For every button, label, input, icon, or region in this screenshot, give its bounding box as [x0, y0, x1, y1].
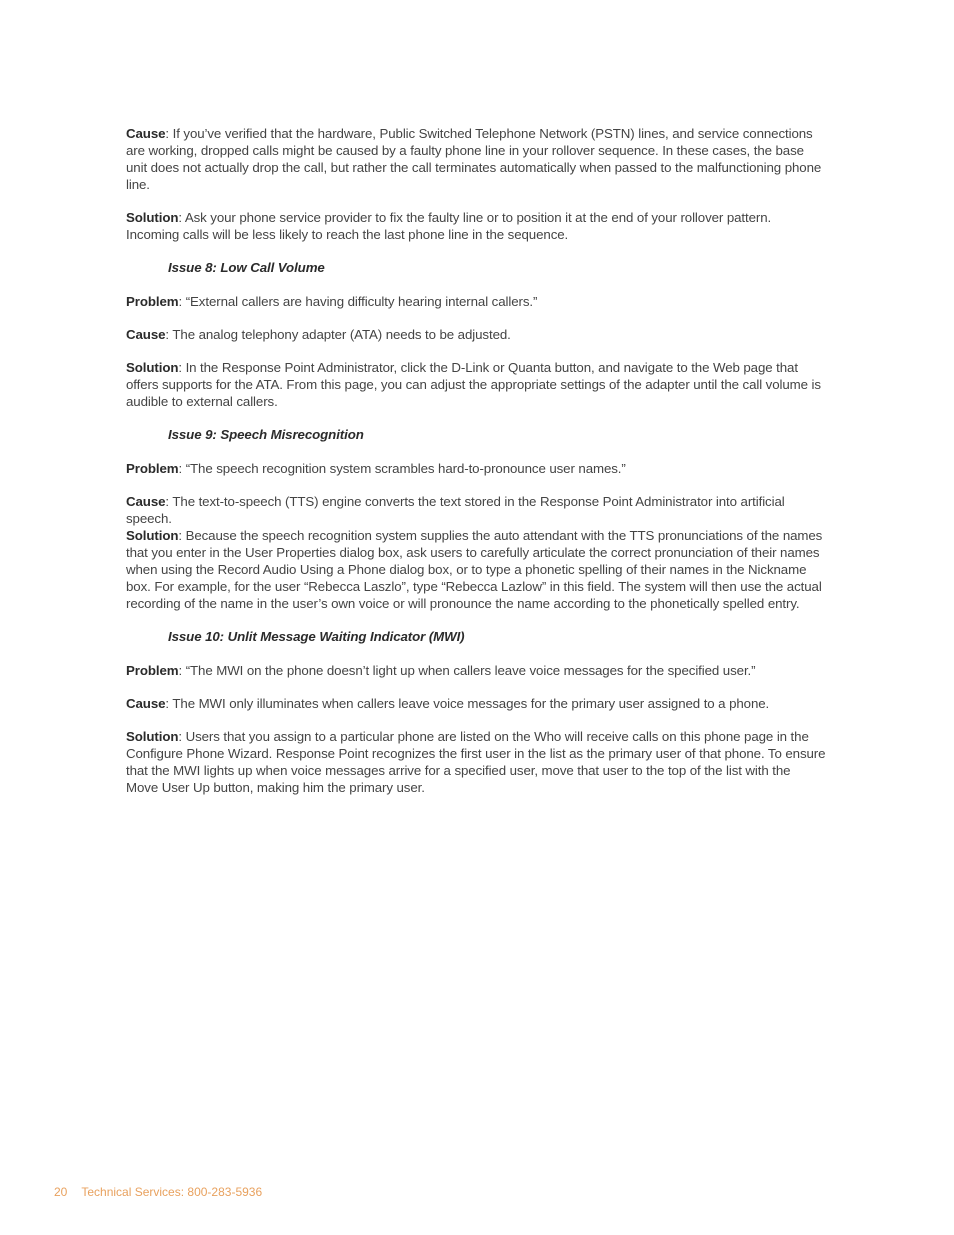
cause-text: : The text-to-speech (TTS) engine converts the text stored in the Response Point Administrator into artificial speech.: [126, 494, 785, 526]
problem-paragraph: [126, 662, 826, 679]
page-footer: [54, 1185, 262, 1199]
issue-9-heading: Issue 9: Speech Misrecognition: [168, 427, 364, 442]
footer-contact: Technical Services: 800-283-5936: [81, 1185, 263, 1199]
issue-10-heading: Issue 10: Unlit Message Waiting Indicator (MWI): [168, 629, 465, 644]
solution-text: : Ask your phone service provider to fix the faulty line or to position it at the end of your rollover pattern. Incoming calls will be less likely to reach the last phone line in the sequence.: [126, 210, 772, 242]
problem-text: : “External callers are having difficulty hearing internal callers.”: [178, 294, 538, 309]
cause-paragraph: [126, 125, 826, 193]
cause-paragraph: [126, 695, 826, 712]
solution-paragraph: [126, 209, 826, 243]
document-body: [126, 125, 826, 812]
solution-label: Solution: [126, 729, 179, 744]
solution-text: : Users that you assign to a particular phone are listed on the Who will receive calls on this phone page in the Configure Phone Wizard. Response Point recognizes the first user in the list as the primary user of that phone. To ensure that the MWI lights up when voice messages arrive for a specified user, move that user to the top of the list with the Move User Up button, making him the primary user.: [126, 729, 826, 795]
cause-label: Cause: [126, 126, 166, 141]
solution-label: Solution: [126, 210, 179, 225]
solution-label: Solution: [126, 360, 179, 375]
problem-label: Problem: [126, 663, 179, 678]
solution-label: Solution: [126, 528, 179, 543]
solution-paragraph: [126, 527, 826, 612]
solution-paragraph: [126, 728, 826, 796]
cause-text: : The MWI only illuminates when callers leave voice messages for the primary user assigned to a phone.: [165, 696, 770, 711]
issue-8-heading: Issue 8: Low Call Volume: [168, 260, 325, 275]
cause-label: Cause: [126, 696, 166, 711]
problem-text: : “The MWI on the phone doesn’t light up when callers leave voice messages for the specified user.”: [178, 663, 756, 678]
cause-label: Cause: [126, 327, 166, 342]
solution-paragraph: [126, 359, 826, 410]
cause-label: Cause: [126, 494, 166, 509]
page-number: 20: [54, 1185, 68, 1199]
cause-paragraph: [126, 326, 826, 343]
cause-text: : If you’ve verified that the hardware, Public Switched Telephone Network (PSTN) lines, and service connections are working, dropped calls might be caused by a faulty phone line in your rollover sequence. In these cases, the base unit does not actually drop the call, but rather the call terminates automatically when passed to the malfunctioning phone line.: [126, 126, 822, 192]
problem-paragraph: [126, 293, 826, 310]
solution-text: : In the Response Point Administrator, click the D-Link or Quanta button, and navigate to the Web page that offers supports for the ATA. From this page, you can adjust the appropriate settings of the adapter until the call volume is audible to external callers.: [126, 360, 821, 409]
problem-label: Problem: [126, 461, 179, 476]
problem-label: Problem: [126, 294, 179, 309]
problem-text: : “The speech recognition system scrambles hard-to-pronounce user names.”: [178, 461, 626, 476]
problem-paragraph: [126, 460, 826, 477]
cause-text: : The analog telephony adapter (ATA) needs to be adjusted.: [165, 327, 511, 342]
cause-paragraph: [126, 493, 826, 527]
solution-text: : Because the speech recognition system supplies the auto attendant with the TTS pronunciations of the names that you enter in the User Properties dialog box, ask users to carefully articulate the correct pronunciation of their names when using the Record Audio Using a Phone dialog box, or to type a phonetic spelling of their names in the Nickname box. For example, for the user “Rebecca Laszlo”, type “Rebecca Lazlow” in this field. The system will then use the actual recording of the name in the user’s own voice or will pronounce the name according to the phonetically spelled entry.: [126, 528, 823, 611]
